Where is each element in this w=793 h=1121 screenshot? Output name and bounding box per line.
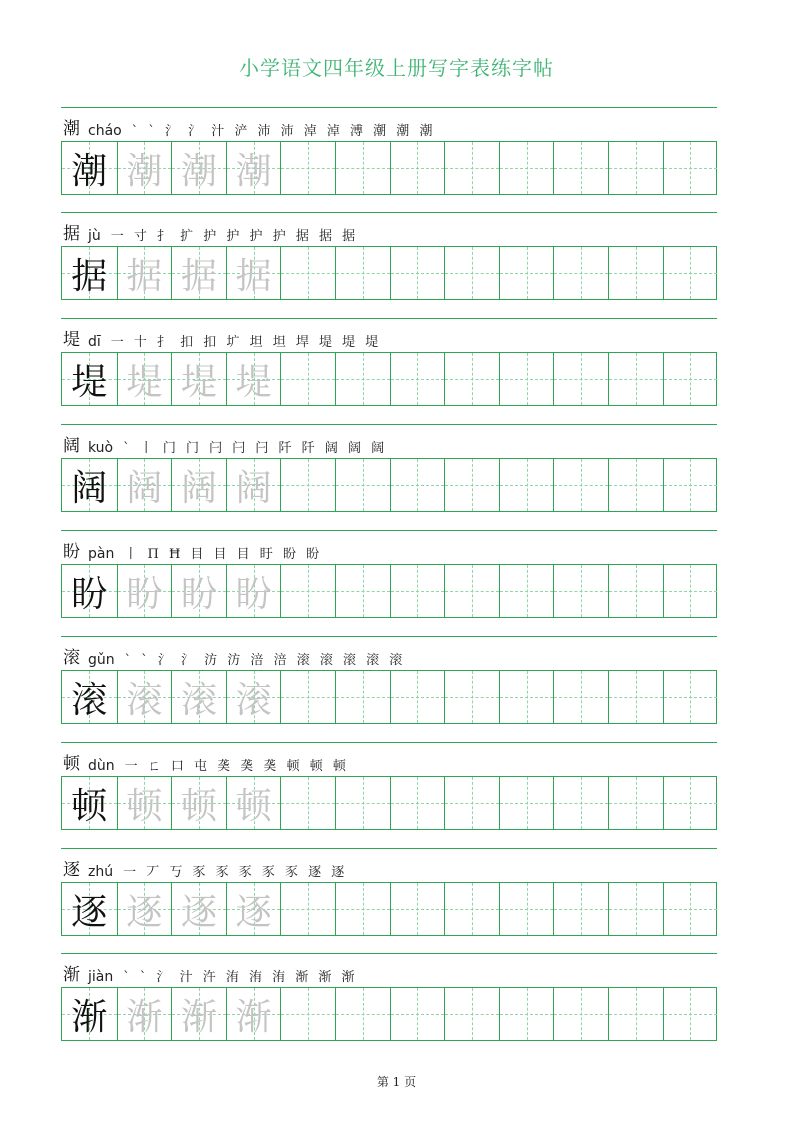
row-divider — [61, 107, 717, 108]
blank-cell[interactable] — [663, 671, 718, 723]
blank-cell[interactable] — [280, 777, 335, 829]
blank-cell[interactable] — [335, 671, 390, 723]
stroke-order: ` 丨 门 门 闩 闩 闩 阡 阡 阔 阔 阔 — [123, 441, 388, 456]
character-label: 顿 — [63, 754, 80, 774]
blank-cell[interactable] — [499, 142, 554, 194]
trace-character: 潮 — [235, 150, 272, 192]
practice-row — [61, 848, 717, 938]
blank-cell[interactable] — [444, 777, 499, 829]
writing-grid — [61, 141, 717, 195]
row-info — [63, 113, 435, 139]
trace-cell — [226, 988, 281, 1040]
row-divider — [61, 212, 717, 213]
trace-character: 渐 — [180, 996, 217, 1038]
model-character: 潮 — [71, 150, 108, 192]
pinyin-label: gǔn — [88, 652, 115, 668]
blank-cell[interactable] — [499, 883, 554, 935]
blank-cell[interactable] — [608, 142, 663, 194]
blank-cell[interactable] — [663, 247, 718, 299]
model-cell — [62, 565, 117, 617]
character-label: 据 — [63, 224, 80, 244]
row-divider — [61, 636, 717, 637]
character-label: 潮 — [63, 119, 80, 139]
model-character: 滚 — [71, 679, 108, 721]
blank-cell[interactable] — [608, 353, 663, 405]
blank-cell[interactable] — [390, 777, 445, 829]
blank-cell[interactable] — [663, 565, 718, 617]
trace-character: 渐 — [235, 996, 272, 1038]
blank-cell[interactable] — [499, 565, 554, 617]
blank-cell[interactable] — [608, 988, 663, 1040]
trace-character: 逐 — [180, 891, 217, 933]
page-number: 第 1 页 — [376, 1075, 417, 1089]
model-character: 渐 — [71, 996, 108, 1038]
trace-cell — [171, 671, 226, 723]
row-info — [63, 536, 322, 562]
trace-character: 顿 — [235, 785, 272, 827]
trace-cell — [171, 247, 226, 299]
blank-cell[interactable] — [335, 565, 390, 617]
row-info — [63, 642, 405, 668]
trace-cell — [226, 883, 281, 935]
row-divider — [61, 953, 717, 954]
stroke-order: 一 ㄈ 口 屯 䶮 䶮 䶮 顿 顿 顿 — [124, 759, 349, 774]
character-label: 逐 — [63, 860, 80, 880]
blank-cell[interactable] — [499, 459, 554, 511]
blank-cell[interactable] — [390, 459, 445, 511]
row-divider — [61, 424, 717, 425]
trace-character: 潮 — [180, 150, 217, 192]
blank-cell[interactable] — [390, 565, 445, 617]
blank-cell[interactable] — [335, 459, 390, 511]
practice-row — [61, 107, 717, 197]
blank-cell[interactable] — [663, 142, 718, 194]
pinyin-label: jiàn — [88, 969, 114, 985]
model-character: 逐 — [71, 891, 108, 933]
trace-cell — [226, 777, 281, 829]
practice-row — [61, 424, 717, 514]
blank-cell[interactable] — [390, 142, 445, 194]
blank-cell[interactable] — [608, 565, 663, 617]
row-info — [63, 430, 387, 456]
trace-cell — [171, 353, 226, 405]
trace-character: 潮 — [126, 150, 163, 192]
pinyin-label: cháo — [88, 123, 122, 139]
blank-cell[interactable] — [390, 353, 445, 405]
blank-cell[interactable] — [663, 777, 718, 829]
blank-cell[interactable] — [444, 459, 499, 511]
trace-character: 滚 — [235, 679, 272, 721]
model-cell — [62, 883, 117, 935]
trace-cell — [171, 988, 226, 1040]
blank-cell[interactable] — [390, 671, 445, 723]
trace-character: 阔 — [126, 467, 163, 509]
blank-cell[interactable] — [335, 353, 390, 405]
blank-cell[interactable] — [663, 988, 718, 1040]
blank-cell[interactable] — [444, 671, 499, 723]
model-character: 顿 — [71, 785, 108, 827]
trace-cell — [171, 777, 226, 829]
trace-cell — [117, 459, 172, 511]
character-label: 盼 — [63, 542, 80, 562]
pinyin-label: dī — [88, 334, 101, 350]
blank-cell[interactable] — [280, 353, 335, 405]
trace-cell — [117, 142, 172, 194]
model-cell — [62, 142, 117, 194]
blank-cell[interactable] — [280, 247, 335, 299]
blank-cell[interactable] — [608, 883, 663, 935]
blank-cell[interactable] — [553, 353, 608, 405]
blank-cell[interactable] — [280, 459, 335, 511]
trace-cell — [226, 459, 281, 511]
trace-cell — [171, 883, 226, 935]
trace-character: 盼 — [126, 573, 163, 615]
trace-character: 滚 — [180, 679, 217, 721]
page-title: 小学语文四年级上册写字表练字帖 — [239, 56, 554, 80]
trace-character: 逐 — [126, 891, 163, 933]
model-cell — [62, 988, 117, 1040]
trace-character: 据 — [126, 255, 163, 297]
model-cell — [62, 777, 117, 829]
blank-cell[interactable] — [499, 777, 554, 829]
trace-cell — [117, 353, 172, 405]
trace-character: 盼 — [235, 573, 272, 615]
blank-cell[interactable] — [499, 353, 554, 405]
blank-cell[interactable] — [444, 353, 499, 405]
stroke-order: ` ˋ 氵 氵 汁 浐 沛 沛 淖 淖 溥 潮 潮 潮 — [131, 124, 436, 139]
blank-cell[interactable] — [663, 353, 718, 405]
trace-cell — [226, 353, 281, 405]
trace-cell — [226, 671, 281, 723]
writing-grid — [61, 882, 717, 936]
blank-cell[interactable] — [608, 671, 663, 723]
blank-cell[interactable] — [663, 459, 718, 511]
row-info — [63, 324, 381, 350]
stroke-order: 丨 Π Ħ 目 目 目 盱 盼 盼 — [124, 547, 323, 562]
blank-cell[interactable] — [280, 671, 335, 723]
blank-cell[interactable] — [335, 247, 390, 299]
blank-cell[interactable] — [553, 459, 608, 511]
row-divider — [61, 318, 717, 319]
trace-cell — [226, 565, 281, 617]
blank-cell[interactable] — [553, 883, 608, 935]
blank-cell[interactable] — [608, 777, 663, 829]
blank-cell[interactable] — [553, 671, 608, 723]
trace-cell — [171, 565, 226, 617]
trace-cell — [226, 142, 281, 194]
blank-cell[interactable] — [335, 777, 390, 829]
blank-cell[interactable] — [335, 988, 390, 1040]
trace-cell — [117, 671, 172, 723]
model-character: 据 — [71, 255, 108, 297]
blank-cell[interactable] — [499, 247, 554, 299]
character-label: 渐 — [63, 965, 80, 985]
stroke-order: 一 十 扌 扣 扣 圹 坦 坦 垾 堤 堤 堤 — [110, 335, 382, 350]
pinyin-label: kuò — [88, 440, 114, 456]
writing-grid — [61, 564, 717, 618]
trace-character: 逐 — [235, 891, 272, 933]
stroke-order: ` ˋ 氵 氵 汸 汸 涪 涪 滚 滚 滚 滚 滚 — [124, 653, 406, 668]
trace-character: 阔 — [235, 467, 272, 509]
blank-cell[interactable] — [499, 988, 554, 1040]
blank-cell[interactable] — [608, 459, 663, 511]
trace-cell — [117, 777, 172, 829]
blank-cell[interactable] — [335, 142, 390, 194]
character-label: 阔 — [63, 436, 80, 456]
writing-grid — [61, 670, 717, 724]
character-label: 滚 — [63, 648, 80, 668]
trace-character: 渐 — [126, 996, 163, 1038]
model-character: 盼 — [71, 573, 108, 615]
trace-character: 顿 — [126, 785, 163, 827]
row-info — [63, 959, 358, 985]
trace-cell — [117, 883, 172, 935]
blank-cell[interactable] — [663, 883, 718, 935]
trace-character: 顿 — [180, 785, 217, 827]
practice-row — [61, 530, 717, 620]
blank-cell[interactable] — [280, 988, 335, 1040]
practice-row — [61, 742, 717, 832]
blank-cell[interactable] — [608, 247, 663, 299]
blank-cell[interactable] — [553, 777, 608, 829]
trace-character: 据 — [235, 255, 272, 297]
character-label: 堤 — [63, 330, 80, 350]
blank-cell[interactable] — [335, 883, 390, 935]
row-divider — [61, 530, 717, 531]
writing-grid — [61, 352, 717, 406]
row-divider — [61, 848, 717, 849]
blank-cell[interactable] — [444, 988, 499, 1040]
writing-grid — [61, 987, 717, 1041]
trace-character: 堤 — [235, 361, 272, 403]
model-character: 堤 — [71, 361, 108, 403]
trace-character: 据 — [180, 255, 217, 297]
blank-cell[interactable] — [553, 988, 608, 1040]
trace-character: 堤 — [126, 361, 163, 403]
row-info — [63, 854, 347, 880]
trace-character: 堤 — [180, 361, 217, 403]
model-cell — [62, 671, 117, 723]
pinyin-label: dùn — [88, 758, 115, 774]
pinyin-label: jù — [88, 228, 101, 244]
trace-cell — [117, 565, 172, 617]
trace-cell — [117, 247, 172, 299]
blank-cell[interactable] — [444, 142, 499, 194]
row-info — [63, 218, 358, 244]
model-cell — [62, 459, 117, 511]
blank-cell[interactable] — [390, 988, 445, 1040]
writing-grid — [61, 458, 717, 512]
blank-cell[interactable] — [280, 142, 335, 194]
model-character: 阔 — [71, 467, 108, 509]
trace-character: 盼 — [180, 573, 217, 615]
blank-cell[interactable] — [280, 883, 335, 935]
practice-row — [61, 636, 717, 726]
pinyin-label: zhú — [88, 864, 114, 880]
blank-cell[interactable] — [444, 883, 499, 935]
blank-cell[interactable] — [499, 671, 554, 723]
trace-cell — [171, 459, 226, 511]
trace-character: 阔 — [180, 467, 217, 509]
model-cell — [62, 247, 117, 299]
trace-character: 滚 — [126, 679, 163, 721]
practice-row — [61, 953, 717, 1043]
blank-cell[interactable] — [444, 565, 499, 617]
writing-grid — [61, 776, 717, 830]
row-info — [63, 748, 349, 774]
pinyin-label: pàn — [88, 546, 115, 562]
practice-row — [61, 318, 717, 408]
trace-cell — [117, 988, 172, 1040]
stroke-order: ` ˋ 氵 汁 汻 洧 洧 洧 渐 渐 渐 — [123, 970, 358, 985]
model-cell — [62, 353, 117, 405]
stroke-order: 一 丆 丂 豕 豕 豕 豕 豕 逐 逐 — [123, 865, 348, 880]
practice-row — [61, 212, 717, 302]
blank-cell[interactable] — [553, 565, 608, 617]
blank-cell[interactable] — [280, 565, 335, 617]
blank-cell[interactable] — [553, 142, 608, 194]
blank-cell[interactable] — [390, 883, 445, 935]
row-divider — [61, 742, 717, 743]
trace-cell — [226, 247, 281, 299]
blank-cell[interactable] — [444, 247, 499, 299]
blank-cell[interactable] — [390, 247, 445, 299]
stroke-order: 一 寸 扌 扩 护 护 护 护 据 据 据 — [110, 229, 359, 244]
writing-grid — [61, 246, 717, 300]
trace-cell — [171, 142, 226, 194]
blank-cell[interactable] — [553, 247, 608, 299]
